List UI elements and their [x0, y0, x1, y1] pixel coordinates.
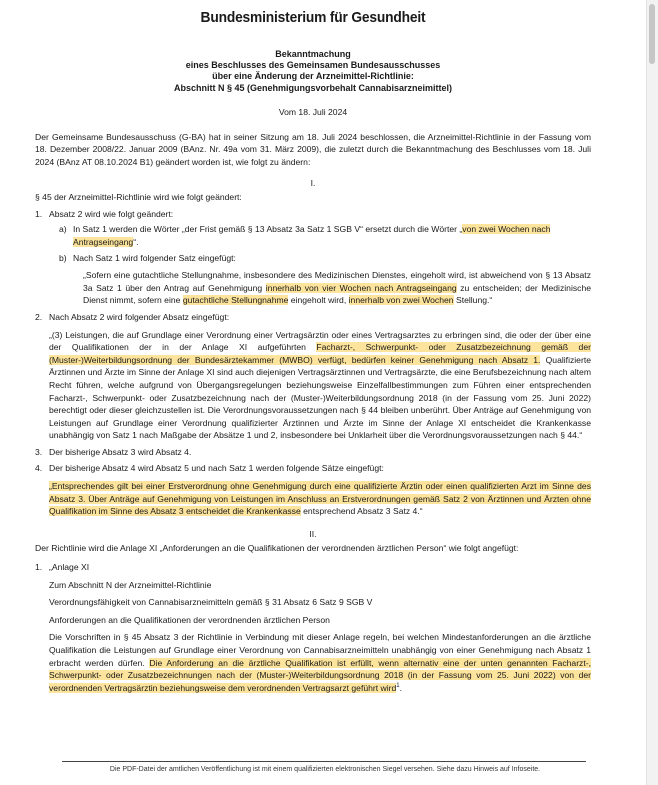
item-text: Der bisherige Absatz 4 wird Absatz 5 und nach Satz 1 werden folgende Sätze eingefügt: — [49, 463, 384, 474]
inserted-sentence-quote — [83, 269, 591, 307]
footer-note: Die PDF-Datei der amtlichen Veröffentlichung ist mit einem qualifizierten elektronischen Siegel versehen. Siehe dazu Hinweis auf Infoseite. — [109, 766, 541, 773]
intro-paragraph: Der Gemeinsame Bundesausschuss (G-BA) hat in seiner Sitzung am 18. Juli 2024 beschlossen, die Arzneimittel-Richtlinie in der Fassung vom 18. Dezember 2008/22. Januar 2009 (BAnz. Nr. 49a vom 31. März 2009), die zuletzt durch die Bekanntmachung des Beschlusses vom 18. Juli 2024 (BAnz AT 08.10.2024 B1) geändert worden ist, wie folgt zu ändern: — [35, 131, 591, 167]
text-run: . — [399, 682, 403, 693]
title-line-3: über eine Änderung der Arzneimittel-Richtlinie: — [212, 71, 414, 82]
highlighted-text: gutachtliche Stellungnahme — [182, 295, 289, 306]
scrollbar-thumb[interactable] — [649, 4, 655, 64]
title-line-4: Abschnitt N § 45 (Genehmigungsvorbehalt Cannabisarzneimittel) — [173, 82, 453, 93]
footer-divider — [62, 761, 586, 762]
sub-item-a — [59, 223, 591, 248]
item-text: Absatz 2 wird wie folgt geändert: — [49, 208, 174, 219]
sub-item-text: Nach Satz 1 wird folgender Satz eingefügt: — [73, 252, 236, 263]
text-run: entsprechend Absatz 3 Satz 4.“ — [300, 506, 423, 517]
text-run: „Sofern eine gutachtliche Stellungnahme, insbesondere des Medizinischen Dienstes, eingeholt wird, ist abweichend von § 13 Absatz 3a Satz 1 über den Antrag auf Genehmigung — [83, 270, 591, 293]
text-run: In Satz 1 werden die Wörter „der Frist gemäß § 13 Absatz 3a Satz 1 SGB V“ ersetzt durch die Wörter „ — [73, 224, 463, 235]
sub-item-b — [59, 252, 591, 307]
announcement-title — [35, 49, 591, 95]
highlighted-text: Facharzt-, Schwerpunkt- oder Zusatzbezeichnung gemäß der (Muster-)Weiterbildungsordnung der Bundesärztekammer (MWBO) verfügt, bedürfen keiner Genehmigung nach Absatz 1. — [49, 342, 591, 365]
footnote-marker: 1 — [396, 682, 400, 689]
text-run: “. — [133, 236, 139, 247]
list-item — [35, 311, 591, 442]
text-run: Die Vorschriften in § 45 Absatz 3 der Richtlinie in Verbindung mit dieser Anlage regeln, bei welchen Mindestanforderungen an die ärztliche Qualifikation die Leistungen auf Grundlage einer Verordnung von Cannabisarzneimitteln unabhängig von einer Genehmigung nach Absatz 1 erbracht werden dürfen. — [49, 632, 591, 668]
highlighted-text: innerhalb von vier Wochen nach Antragseingang — [265, 282, 457, 293]
inserted-sentences-quote — [49, 480, 591, 518]
item-text: Nach Absatz 2 wird folgender Absatz eingefügt: — [49, 311, 230, 322]
section-1-numeral: I. — [310, 177, 316, 188]
annex-title: „Anlage XI — [49, 562, 90, 573]
text-run: „(3) Leistungen, die auf Grundlage einer Verordnung einer Vertragsärztin oder eines Vertragsarztes zu erbringen sind, die oder der über eine der Qualifikationen der in der Anlage XI aufgeführten — [49, 329, 591, 353]
title-line-1: Bekanntmachung — [275, 48, 351, 59]
section-2-numeral: II. — [309, 528, 317, 539]
text-run: Stellung.“ — [453, 295, 493, 306]
highlighted-text: Die Anforderung an die ärztliche Qualifikation ist erfüllt, wenn alternativ eine der unten genannten Facharzt-, Schwerpunkt- oder Zusatzbezeichnungen nach der (Muster-)Weiterbildungsordnung 2018 (in der Fassung vom 25. Juni 2022) von der verordnenden Vertragsärztin beziehungsweise dem verordnenden Vertragsarzt geführt wird — [49, 657, 591, 693]
annex-subtitle: Verordnungsfähigkeit von Cannabisarzneimitteln gemäß § 31 Absatz 6 Satz 9 SGB V — [49, 597, 373, 608]
section-1-lead: § 45 der Arzneimittel-Richtlinie wird wie folgt geändert: — [35, 192, 242, 203]
text-run: eingeholt wird, — [288, 295, 349, 306]
item-number: 3. — [35, 446, 43, 457]
sub-item-letter: b) — [59, 252, 67, 263]
item-number: 1. — [35, 208, 43, 219]
text-run: Qualifizierte Ärztinnen und Ärzte im Sinne der Anlage XI sind auch diejenigen Vertragsärztinnen und Vertragsärzte, die eine Berufsbezeichnung nach altem Recht führen, welche aufgrund von Übergangsregelungen beziehungsweise Einzelfallbestimmungen zum Führen einer entsprechenden Facharzt-, Schwerpunkt- oder Zusatzbezeichnung nach der (Muster-)Weiterbildungsordnung 2018 (in der Fassung vom 25. Juni 2022) berechtigt oder dieser gleichzustellen ist. Die Verordnungsvoraussetzungen nach § 44 bleiben unberührt. Über Anträge auf Genehmigung von Leistungen auf Grundlage einer Verordnung qualifizierter Ärztinnen und Ärzte im Sinne der Anlage XI entscheidet die Krankenkasse unabhängig von Satz 1 nach Maßgabe der Absätze 1 und 2, insbesondere bei Unklarheit über die Verordnungsvoraussetzungen nach § 44.“ — [49, 354, 591, 441]
annex-subtitle: Anforderungen an die Qualifikationen der verordnenden ärztlichen Person — [49, 614, 330, 625]
item-number: 4. — [35, 463, 43, 474]
text-run: zu entscheiden; der Medizinische Dienst nimmt, sofern eine — [83, 282, 592, 306]
list-item — [35, 446, 591, 459]
inserted-paragraph-quote — [49, 329, 591, 442]
highlighted-text: innerhalb von zwei Wochen — [348, 295, 454, 306]
item-number: 2. — [35, 311, 43, 322]
ministry-header: Bundesministerium für Gesundheit — [200, 9, 426, 26]
announcement-date: Vom 18. Juli 2024 — [278, 107, 348, 118]
section-2-lead: Der Richtlinie wird die Anlage XI „Anforderungen an die Qualifikationen der verordnenden ärztlichen Person“ wie folgt angefügt: — [35, 543, 519, 554]
sub-item-text — [73, 223, 591, 248]
annex-subtitle: Zum Abschnitt N der Arzneimittel-Richtlinie — [49, 579, 212, 590]
item-text: Der bisherige Absatz 3 wird Absatz 4. — [49, 446, 192, 457]
vertical-scrollbar[interactable] — [646, 0, 658, 785]
annex-paragraph — [49, 631, 591, 694]
sub-item-letter: a) — [59, 224, 67, 235]
document-content — [35, 10, 591, 694]
list-item — [35, 462, 591, 517]
title-line-2: eines Beschlusses des Gemeinsamen Bundesausschusses — [185, 60, 441, 70]
highlighted-text: von zwei Wochen nach Antragseingang — [73, 224, 551, 247]
item-number: 1. — [35, 562, 43, 573]
highlighted-text: „Entsprechendes gilt bei einer Erstverordnung ohne Genehmigung durch eine qualifizierte Ärztin oder einen qualifizierten Arzt im Sinne des Absatz 3. Über Anträge auf Genehmigung von Leistungen im Anschluss an Erstverordnungen gemäß Satz 2 von Ärztinnen und Ärzten ohne Qualifikation im Sinne des Absatz 3 entscheidet die Krankenkasse — [49, 481, 591, 517]
list-item — [35, 208, 591, 307]
list-item — [35, 561, 591, 694]
